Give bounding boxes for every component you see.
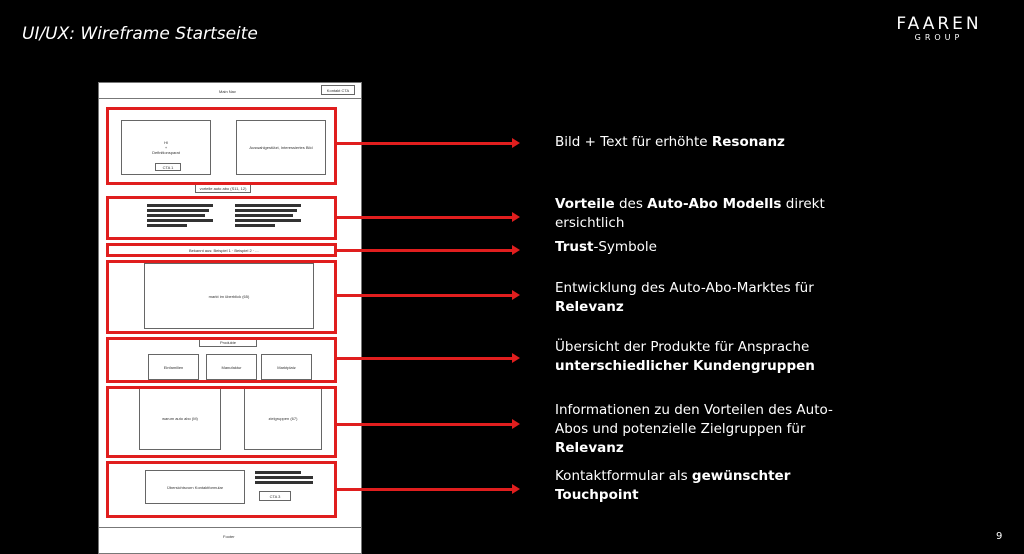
annotation-text-part: direkt ersichtlich [555,196,825,231]
annotation-text-part: Resonanz [711,134,785,150]
annotation-text-part: Trust [555,239,594,255]
arrow-line [337,142,513,145]
highlight-benefits [106,196,337,240]
arrow-head-icon [512,419,520,429]
wire-contact-form: Übersichtsvorn Kontaktformular [145,470,245,504]
company-logo [893,14,985,42]
wire-benefits-label: vorteile auto abo (S11, 12) [195,183,251,193]
arrow-line [337,249,513,252]
annotation-text-part: gewünschter Touchpoint [555,468,791,503]
wire-products-label: Produkte [199,337,257,347]
wire-product-card: Einfamilien [148,354,199,380]
annotation-markt [555,279,855,317]
wire-main-nav: Main Nav [219,89,236,94]
arrow-line [337,488,513,491]
wire-why-auto-abo: warum auto abo (M) [139,386,221,450]
arrow-head-icon [512,245,520,255]
arrow-head-icon [512,484,520,494]
wire-kontakt-cta: Kontakt CTA [321,85,355,95]
wire-market-overview: markt im überblick (65) [144,263,314,329]
annotation-text-part: Informationen zu den Vorteilen des Auto-Abos und potenzielle Zielgruppen für [555,402,833,437]
arrow-head-icon [512,353,520,363]
highlight-contact [106,461,337,518]
arrow-line [337,357,513,360]
highlight-products [106,337,337,383]
arrow-head-icon [512,290,520,300]
annotation-text-part: Relevanz [555,299,624,315]
annotation-informationen [555,401,855,458]
arrow-line [337,294,513,297]
wire-product-card: Manufaktur [206,354,257,380]
annotation-produkte [555,338,855,376]
annotation-resonanz [555,133,855,152]
wire-hero-image: Auswahlgestützt, Interessiertes Bild [236,120,326,175]
wire-hero-text: Hl + Definitionsparat [121,120,211,175]
wire-nav-divider [99,98,361,99]
highlight-market [106,260,337,334]
wire-target-groups: zielgruppen (67) [244,386,322,450]
wire-product-card: Marktplatz [261,354,312,380]
annotation-kontakt [555,467,855,505]
annotation-text-part: unterschiedlicher Kundengruppen [555,358,815,374]
wire-footer-divider [99,527,361,528]
highlight-hero [106,107,337,185]
highlight-info [106,386,337,458]
annotation-text-part: Übersicht der Produkte für Ansprache [555,339,810,355]
wire-hero-cta: CTA 1 [155,163,181,171]
logo-wordmark: FAAREN [896,14,982,34]
slide-title: UI/UX: Wireframe Startseite [22,24,258,44]
arrow-head-icon [512,138,520,148]
wire-trust-bar: Bekannt aus: Beispiel 1 · Beispiel 2 · ... [189,248,259,253]
annotation-text-part: des [614,196,648,212]
wire-contact-cta: CTA 3 [259,491,291,501]
annotation-text-part: Relevanz [555,440,624,456]
annotation-trust [555,238,855,257]
annotation-vorteile [555,195,855,233]
highlight-trust [106,243,337,257]
wire-footer: Footer [223,534,235,539]
annotation-text-part: Entwicklung des Auto-Abo-Marktes für [555,280,814,296]
annotation-text-part: Vorteile [555,196,615,212]
annotation-text-part: -Symbole [593,239,657,255]
annotation-text-part: Bild + Text für erhöhte [555,134,712,150]
arrow-line [337,216,513,219]
arrow-line [337,423,513,426]
annotation-text-part: Kontaktformular als [555,468,692,484]
logo-subline: GROUP [914,33,964,42]
page-number: 9 [996,531,1003,542]
annotation-text-part: Auto-Abo Modells [647,196,782,212]
arrow-head-icon [512,212,520,222]
